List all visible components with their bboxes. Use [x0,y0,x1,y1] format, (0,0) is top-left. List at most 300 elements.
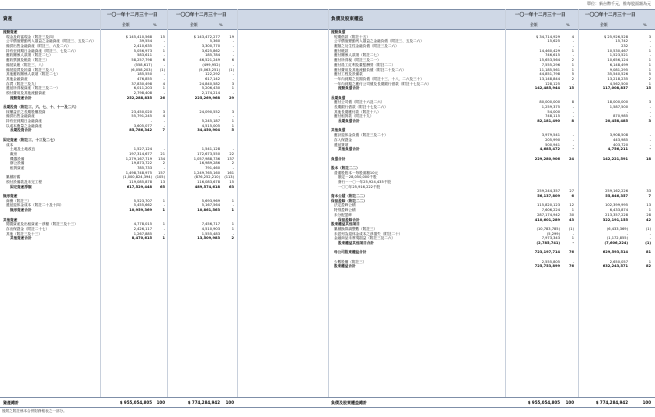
amount-cell: 1,523,521 [609,53,628,58]
row-label: 累積換算調整數（附註三） [334,226,378,231]
percent-cell: - [232,165,234,170]
total-assets-label: 資產總計 [3,400,19,405]
amount-cell: 16,989,286 [199,161,220,166]
percent-cell: 1 [231,198,234,203]
right-period2-header: 一〇〇年十二月三十一日 [585,13,636,18]
liabilities-header: 負債及股東權益 [331,17,364,22]
amount-cell: 3,605,077 [133,123,152,128]
percent-cell: - [232,231,234,236]
percent-cell: 8 [571,100,574,105]
amount-cell: 2,650,057 [609,259,628,264]
amount-cell: 4,685,472 [539,147,560,152]
row-label: 備供出售金融資產（附註三、六及二六） [6,44,71,49]
row-label: 公平價值變動列入損益之金融資產（附註三、五及二六） [6,39,96,44]
amount-cell: 13,218,235 [607,76,628,81]
row-label: 其他負債合計 [338,147,360,152]
row-label: 應付帳款 [334,48,349,53]
percent-cell: 1 [571,62,574,67]
row-label: 長期投資合計 [10,128,32,133]
percent-cell: 1 [231,226,234,231]
row-label: 應付工程及設備款 [334,72,363,77]
amount-cell: (7,606,224) [604,240,628,245]
percent-cell: 3 [231,109,234,114]
amount-cell: 2,798,408 [133,90,152,95]
amount-cell: 128,125 [545,81,560,86]
percent-cell: 15 [568,86,574,91]
amount-cell: 82,181,490 [537,119,560,124]
total-assets-2011-pct: 100 [225,400,234,405]
amount-cell: 213,357,228 [605,212,628,217]
amount-cell: (5,299) [546,231,560,236]
percent-cell: - [572,105,574,109]
amount-cell: 229,280,906 [534,156,560,161]
row-label: 應付費用及其他流動負債（附註二十及二六） [334,67,406,72]
percent-cell: - [163,72,165,77]
amount-cell: 632,243,571 [602,264,628,269]
amount-cell: 5,167,564 [201,203,220,208]
percent-cell: 15 [229,180,234,184]
percent-cell: - [163,226,165,231]
amount-cell: 85,786,342 [129,128,152,133]
row-label: 其他負債 [331,128,346,133]
row-label: 流動資產合計 [10,95,32,100]
amount-cell: - [558,44,560,49]
amount-cell: 870,985 [613,114,628,119]
total-liabilities-equity-2012: $ 955,054,805 [527,400,560,405]
percent-cell: - [232,147,234,152]
amount-cell: 6,148,499 [609,62,628,67]
total-assets-2011: $ 774,284,942 [187,400,220,405]
amount-cell: 791,460 [205,165,220,170]
row-label: 租賃資產 [10,165,25,170]
row-label: 其他應收關係人款項（附註二七） [6,72,60,77]
percent-cell: - [163,119,165,124]
row-label: 應收票據及帳款（附註三） [6,58,50,63]
amount-cell: 23,450,020 [131,109,152,114]
percent-cell: (1) [228,67,234,72]
row-label: 流動負債 [331,30,346,34]
amount-cell: 2,410,635 [133,44,152,49]
row-label: 累積折舊 [6,175,21,180]
amount-cell: 403,720 [613,142,628,147]
amount-cell: 5,206,430 [201,86,220,91]
amount-cell: 259,162,226 [605,189,628,194]
percent-cell: - [232,76,234,81]
percent-cell: 7 [162,128,165,133]
amount-cell: 6,011,203 [133,86,152,91]
percent-cell: 12 [569,203,574,208]
row-label: 流動資產 [3,30,18,34]
percent-cell: 65 [159,184,165,189]
percent-cell: - [572,109,574,114]
amount-cell: 142,485,944 [534,86,560,91]
row-label: 固定資產淨額 [10,184,32,189]
percent-cell: 82 [645,264,651,269]
amount-cell: 410,601,289 [534,217,560,222]
percent-cell: 3 [648,34,651,39]
row-label: 其他金融資產 [6,76,28,81]
amount-cell: 24,840,582 [199,81,220,86]
percent-cell: 13 [646,203,651,208]
amount-cell: 9,081,295 [609,67,628,72]
amount-cell: 10,656,124 [607,58,628,63]
amount-cell: 500,941 [545,142,560,147]
percent-cell: 1 [162,48,165,53]
percent-cell: 5 [571,72,574,77]
amount-cell: 617,142 [205,76,220,81]
percent-cell: 76 [568,264,574,269]
row-label: 無形資產 [3,194,18,199]
row-label: 股東權益其他項目合計 [338,240,374,245]
amount-cell: (1,000,824,394) [122,175,152,180]
amount-cell: 4,778,015 [133,222,152,227]
total-assets-2012: $ 955,054,805 [119,400,152,405]
percent-cell: - [649,114,651,119]
amount-cell: 15,625 [547,39,560,44]
percent-cell: - [572,147,574,152]
row-label: 遞延貸項 [334,142,349,147]
percent-cell: - [232,114,234,119]
percent-cell: 1 [162,236,165,241]
amount-cell: 5,523,707 [133,198,152,203]
amount-cell: 3,979,541 [541,133,560,138]
column-divider [328,9,329,397]
row-label: 存入保證金 [334,137,352,142]
table-row [3,236,325,241]
amount-cell: 489,574,618 [194,184,220,189]
amount-cell: 56,137,809 [537,194,560,199]
row-label: 預付設備款及未完工程 [6,180,42,184]
percent-cell: 19 [229,34,234,39]
percent-cell: 27 [569,189,574,194]
row-label: 一年內到期之長期負債（附註十三、十八、二六及三十） [334,76,424,81]
percent-cell: - [572,81,574,86]
row-label: 資本公積（附註二二） [331,194,367,199]
percent-cell: 1 [571,48,574,53]
percent-cell: - [232,44,234,49]
row-label: 遞延所得稅資產（附註三及二一） [6,86,60,91]
amount-cell: 5,455,662 [133,203,152,208]
amount-cell: - [218,114,220,119]
amount-cell: 252,288,835 [126,95,152,100]
unit-note: 單位：新台幣千元，惟每股面額為元 [587,1,651,6]
percent-cell: 22 [229,151,234,156]
percent-cell: 42 [645,217,651,222]
percent-cell: - [163,39,165,44]
amount-cell: 1,587,500 [609,105,628,109]
percent-cell: 157 [158,170,165,175]
amount-cell: $ 25,926,528 [603,34,628,39]
amount-cell: 1,527,124 [133,147,152,152]
assets-column [3,30,325,241]
percent-cell: 1 [648,208,651,213]
amount-cell: 287,174,942 [537,212,560,217]
percent-cell: (1) [159,67,165,72]
row-label: 持有至到期日金融資產（附註三、七及二六） [6,48,78,53]
amount-cell: 142,221,591 [602,156,628,161]
amount-cell: 34,450,904 [197,128,220,133]
amount-cell: 13,148,844 [539,76,560,81]
row-label: 遞延退休金成本（附註二十及十四） [6,203,64,208]
amount-cell: 19,873,722 [131,161,152,166]
amount-cell: 119,085,878 [129,180,152,184]
percent-cell: - [649,133,651,138]
row-label: 採權益法之長期股權投資 [6,109,46,114]
total-assets-2012-pct: 100 [156,400,165,405]
amount-cell: 583,611 [137,53,152,58]
amount-cell: 122,292 [205,72,220,77]
percent-cell: - [649,39,651,44]
row-label: 應計退休金負債（附註三及二十） [334,133,388,138]
percent-cell: 1 [648,48,651,53]
row-label: 應付員工紅利及董監酬勞（附註二二） [334,62,396,67]
amount-cell: 18,000,000 [607,100,628,105]
percent-cell: 1 [648,81,651,86]
row-label: 金融商品未實現損益（附註三及二六） [334,236,396,241]
amount-cell: (876,252,210) [194,175,220,180]
right-pct2-header: % [643,22,647,27]
row-label: 其他（附註三及十三） [6,231,42,236]
percent-cell: 1 [648,58,651,63]
row-label: 預付費用及其他流動資產 [6,90,46,95]
percent-cell: 6 [571,194,574,199]
totals-row [0,397,655,408]
total-liabilities-equity-2012-pct: 100 [565,400,574,405]
amount-cell: 172,673,550 [197,151,220,156]
percent-cell: - [163,76,165,81]
percent-cell: 1 [231,222,234,227]
percent-cell: - [232,39,234,44]
row-label: 發行－一〇一年25,924,435千股 [338,180,391,184]
row-label: 土地及土地改良 [10,147,36,152]
percent-cell: - [572,114,574,119]
amount-cell: 58,257,798 [131,58,152,63]
percent-cell: 1 [162,222,165,227]
percent-cell: 4 [162,114,165,119]
amount-cell: 15,742 [615,39,628,44]
amount-cell: 5,360 [209,39,220,44]
amount-cell: (10,783,785) [536,226,560,231]
percent-cell: 137 [227,156,234,161]
percent-cell: - [163,231,165,236]
percent-cell: - [649,142,651,147]
row-label: 無形資產合計 [10,208,32,213]
row-label: 應收關係人款項（附註二七） [6,53,53,58]
amount-cell: 7,606,224 [541,208,560,213]
percent-cell: 63 [228,184,234,189]
amount-cell: 3,908,508 [609,133,628,138]
row-label: 應付關係人款項（附註二七） [334,53,381,58]
percent-cell: 5 [231,128,234,133]
amount-cell: - [150,119,152,124]
amount-cell: 115,820,123 [537,203,560,208]
amount-cell: 15,653,564 [539,58,560,63]
percent-cell: 1 [231,123,234,128]
percent-cell: 2 [571,76,574,81]
row-label: 應付公司債（附註十六及二六） [334,100,385,105]
amount-cell: 14,460,429 [539,48,560,53]
amount-cell: 46,521,249 [199,58,220,63]
table-row [331,264,653,269]
percent-cell: 33 [646,189,651,194]
row-label: 長期負債合計 [338,119,360,124]
percent-cell: 134 [158,156,165,161]
amount-cell: 3,625,862 [201,48,220,53]
percent-cell: 1 [231,208,234,213]
percent-cell: (113) [224,175,234,180]
row-label: 備供出售金融資產 [6,114,35,119]
row-label: 長期投資（附註三、六、七、十、十一及二六） [3,105,79,109]
percent-cell: 30 [569,212,574,217]
percent-cell: 1 [162,198,165,203]
amount-cell: 2,555,805 [541,259,560,264]
amount-cell: 37,830,498 [131,81,152,86]
percent-cell: - [163,165,165,170]
row-label: 短期借款（附註十五） [334,34,370,39]
amount-cell: 4,562,500 [609,81,628,86]
percent-cell: 43 [568,217,574,222]
row-label: 公平價值變動列入損益之金融負債（附註三、五及二六） [334,39,424,44]
percent-cell: 2 [571,58,574,63]
left-period1-header: 一〇一年十二月三十一日 [107,13,158,18]
percent-cell: 2 [231,161,234,166]
row-label: 以成本衡量之金融資產 [6,123,42,128]
amount-cell: 54,000 [547,109,560,114]
row-label: 應付所得稅（附註三及二一） [334,58,381,63]
amount-cell: 322,191,155 [602,217,628,222]
row-label: 現金及約當現金（附註三及四） [6,34,57,39]
percent-cell: 1 [162,86,165,91]
liabilities-equity-column [331,30,653,269]
amount-cell: 629,593,514 [602,250,628,255]
amount-cell: (6,058,203) [130,67,152,72]
percent-cell: (1) [568,226,574,231]
row-label: 法定盈餘公積 [334,203,356,208]
left-pct2-header: % [219,22,223,27]
percent-cell: - [572,39,574,44]
percent-cell: 1 [648,62,651,67]
percent-cell: 18 [645,156,651,161]
row-label: 負債合計 [331,156,346,161]
percent-cell: - [163,53,165,58]
percent-cell: 161 [227,170,234,175]
amount-cell: 2,426,117 [133,226,152,231]
percent-cell: 1 [162,208,165,213]
amount-cell: 4,515,005 [201,123,220,128]
amount-cell: 4,756,211 [607,147,628,152]
amount-cell: 1,498,748,975 [125,170,152,175]
percent-cell: 5 [648,72,651,77]
left-pct1-header: % [153,22,157,27]
percent-cell: - [232,90,234,95]
total-liabilities-equity-2011: $ 774,284,942 [595,400,628,405]
percent-cell: - [163,62,165,67]
row-label: 其他長期應付款（附註十八） [334,109,381,114]
amount-cell: 116,083,678 [197,180,220,184]
percent-cell: 1 [648,67,651,72]
row-label: 普通股股本－每股面額10元 [334,170,379,175]
amount-cell: 617,529,448 [126,184,152,189]
amount-cell: 5,693,969 [201,198,220,203]
amount-cell: $ 143,472,277 [193,34,220,39]
amount-cell: 1,249,765,160 [193,170,220,175]
percent-cell: 6 [162,58,165,63]
amount-cell: 7,555,296 [541,62,560,67]
percent-cell: - [163,123,165,128]
percent-cell: - [649,105,651,109]
amount-cell: (5,063,251) [198,67,220,72]
row-label: 長期銀行借款（附註十七及二六） [334,105,388,109]
amount-cell: 117,008,837 [602,86,628,91]
percent-cell: 1 [571,67,574,72]
percent-cell: 15 [645,86,651,91]
percent-cell: - [649,137,651,142]
amount-cell: 1,267,885 [133,231,152,236]
total-liabilities-equity-label: 負債及股東權益總計 [331,400,367,405]
row-label: 未分配盈餘 [334,212,352,217]
amount-cell: 39,554 [139,39,152,44]
percent-cell: 8 [571,119,574,124]
percent-cell: 29 [228,95,234,100]
amount-cell: 1,279,167,719 [125,156,152,161]
amount-cell: 1,057,988,736 [193,156,220,161]
percent-cell: 13 [160,180,165,184]
row-label: 商譽（附註三） [6,198,32,203]
left-amount2-header: 金額 [190,22,198,27]
amount-cell: $ 145,410,568 [125,34,152,39]
percent-cell: - [649,109,651,114]
total-liabilities-equity-2011-pct: 100 [642,400,651,405]
row-label: 避險之衍生性金融負債（附註三及二六） [334,44,399,49]
row-label: 一〇〇年25,916,222千股 [338,184,381,189]
row-label: 少數股權（附註三） [334,259,367,264]
percent-cell: 2 [162,161,165,166]
percent-cell: 3 [162,109,165,114]
row-label: 成本 [6,142,14,147]
row-label: 存貨（附註三及九） [6,81,39,86]
percent-cell: 7 [648,194,651,199]
percent-cell: - [572,133,574,138]
amount-cell: 197,314,677 [129,151,152,156]
right-amount2-header: 金額 [600,22,608,27]
percent-cell: 6 [231,58,234,63]
row-label: 其他資產 [3,217,18,222]
amount-cell: 6,433,874 [609,208,628,213]
percent-cell: 1 [231,86,234,91]
amount-cell: 7,456,717 [201,222,220,227]
amount-cell: 80,000,000 [539,100,560,105]
amount-cell: 785,733 [137,165,152,170]
left-period2-header: 一〇〇年十二月三十一日 [176,13,227,18]
amount-cell: (2,785,741) [536,240,560,245]
amount-cell: 185,784 [205,53,220,58]
row-label: 辦公設備 [10,161,25,166]
amount-cell: 102,399,995 [605,203,628,208]
percent-cell: - [163,44,165,49]
percent-cell: 76 [568,250,574,255]
percent-cell: (105) [155,175,165,180]
amount-cell: - [626,231,628,236]
percent-cell: 2 [231,236,234,241]
percent-cell: - [572,231,574,236]
row-label: 未認列為退休金成本之淨損失（附註二十） [334,231,403,236]
percent-cell: 1 [231,119,234,124]
amount-cell: (558,617) [134,62,152,67]
amount-cell: (499,952) [202,62,220,67]
percent-cell: - [572,142,574,147]
row-label: 保留盈餘（附註二二） [331,198,367,203]
percent-cell: 4 [571,34,574,39]
